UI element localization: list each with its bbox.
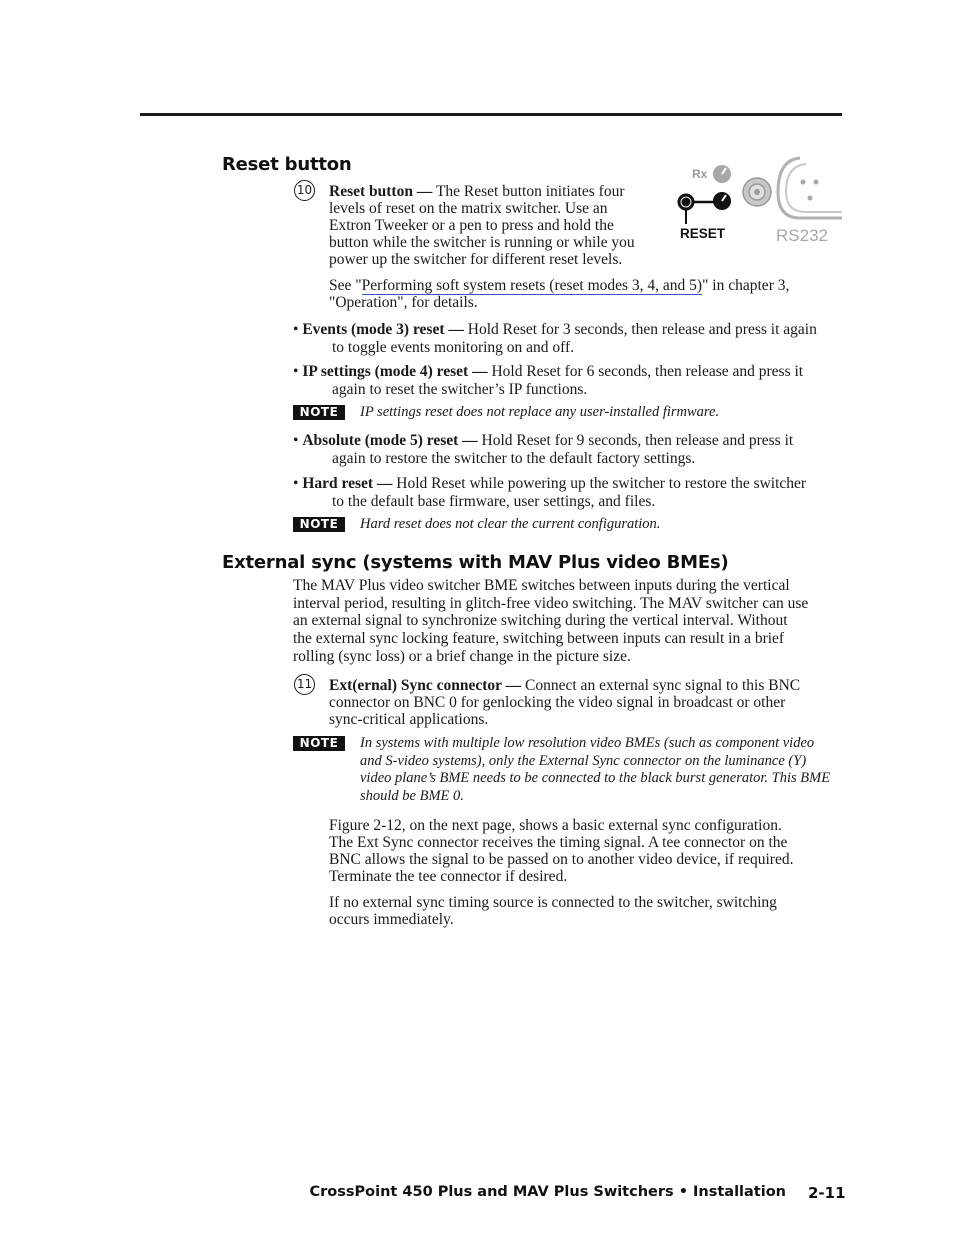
reset-line: button while the switcher is running or while you xyxy=(329,234,635,251)
reset-line: Extron Tweeker or a pen to press and hold the xyxy=(329,217,614,234)
reset-line: levels of reset on the matrix switcher. Use an xyxy=(329,200,608,217)
rs232-label: RS232 xyxy=(776,226,828,245)
note-badge: NOTE xyxy=(293,736,345,751)
rx-label: Rx xyxy=(692,167,708,181)
no-sync-paragraph: If no external sync timing source is connected to the switcher, switching occurs immediately. xyxy=(329,894,777,928)
reset-label: RESET xyxy=(680,226,726,241)
bullet-ip-reset: • IP settings (mode 4) reset — Hold Reset for 6 seconds, then release and press it again to reset the switcher’s IP functions. xyxy=(293,363,804,398)
footer-title: CrossPoint 450 Plus and MAV Plus Switchers • Installation xyxy=(309,1184,786,1200)
note-badge: NOTE xyxy=(293,405,345,420)
note-ip-reset: IP settings reset does not replace any user-installed firmware. xyxy=(360,404,720,420)
note-hard-reset: Hard reset does not clear the current configuration. xyxy=(360,516,661,532)
note-bme-sync: In systems with multiple low resolution video BMEs (such as component video and S-video systems), only the External Sync connector on the luminance (Y) video plane’s BME needs to be connected to the black burst generator. This BME should be BME 0. xyxy=(360,735,831,804)
reset-line: The Reset button initiates four xyxy=(435,183,625,200)
reset-title: Reset button — xyxy=(329,183,433,200)
sync-connector-description: Ext(ernal) Sync connector — Connect an external sync signal to this BNC connector on BNC 0 for genlocking the video signal in broadcast or other sync-critical applications. xyxy=(329,677,801,728)
note-badge: NOTE xyxy=(293,517,345,532)
page-number: 2-11 xyxy=(808,1184,846,1202)
external-sync-intro: The MAV Plus video switcher BME switches between inputs during the vertical interval period, resulting in glitch-free video switching. The MAV switcher can use an external signal to synchronize switching during the vertical interval. Without the external sync locking feature, switching between inputs can result in a brief rolling (sync loss) or a brief change in the picture size. xyxy=(293,577,809,665)
bullet-hard-reset: • Hard reset — Hold Reset while powering up the switcher to restore the switcher to the default base firmware, user settings, and files. xyxy=(293,475,807,510)
bullet-absolute-reset: • Absolute (mode 5) reset — Hold Reset for 9 seconds, then release and press it again to restore the switcher to the default factory settings. xyxy=(293,432,794,467)
soft-reset-link[interactable]: Performing soft system resets (reset modes 3, 4, and 5) xyxy=(361,277,703,294)
bullet-events-reset: • Events (mode 3) reset — Hold Reset for 3 seconds, then release and press it again to toggle events monitoring on and off. xyxy=(293,321,817,356)
callout-number-11: 11 xyxy=(294,674,315,695)
section-heading-external-sync: External sync (systems with MAV Plus video BMEs) xyxy=(222,552,729,573)
reset-line: power up the switcher for different reset levels. xyxy=(329,251,623,268)
section-heading-reset: Reset button xyxy=(222,154,352,175)
reset-description xyxy=(329,183,659,268)
reset-button-figure xyxy=(660,152,842,248)
rs232-port-icon xyxy=(778,158,842,218)
callout-number-10: 10 xyxy=(294,180,315,201)
figure-reference-paragraph: Figure 2-12, on the next page, shows a basic external sync configuration. The Ext Sync connector receives the timing signal. A tee connector on the BNC allows the signal to be passed on to another video device, if required. Terminate the tee connector if desired. xyxy=(329,817,794,885)
header-rule xyxy=(140,113,842,116)
see-reference: See "Performing soft system resets (reset modes 3, 4, and 5)" in chapter 3, "Operation", for details. xyxy=(329,277,790,311)
